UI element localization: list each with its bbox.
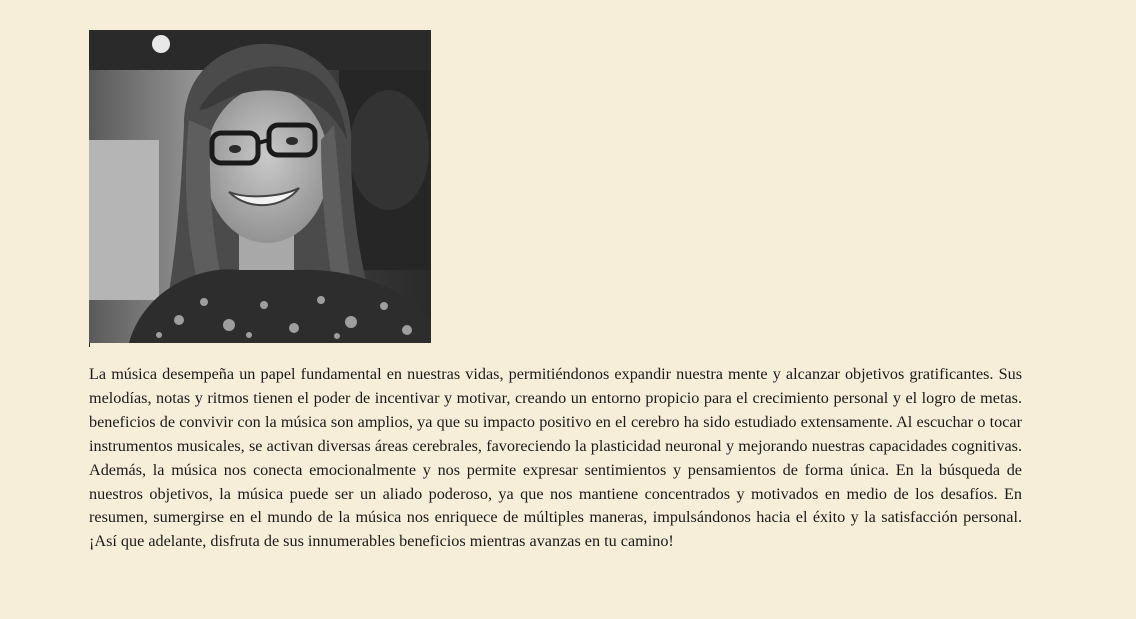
article-paragraph: La música desempeña un papel fundamental en nuestras vidas, permitiéndonos expandir nuestra mente y alcanzar objetivos gratificantes. Sus melodías, notas y ritmos tienen el poder de incentivar y motivar, creando un entorno propicio para el crecimiento personal y el logro de metas. beneficios de convivir con la música son amplios, ya que su impacto positivo en el cerebro ha sido estudiado extensamente. Al escuchar o tocar instrumentos musicales, se activan diversas áreas cerebrales, favoreciendo la plasticidad neuronal y mejorando nuestras capacidades cognitivas. Además, la música nos conecta emocionalmente y nos permite expresar sentimientos y pensamientos de forma única. En la búsqueda de nuestros objetivos, la música puede ser un aliado poderoso, ya que nos mantiene concentrados y motivados en medio de los desafíos. En resumen, sumergirse en el mundo de la música nos enriquece de múltiples maneras, impulsándonos hacia el éxito y la satisfacción personal. ¡Así que adelante, disfruta de sus innumerables beneficios mientras avanzas en tu camino! [89, 365, 1022, 551]
portrait-photo [89, 30, 431, 343]
portrait-image [89, 30, 431, 343]
text-cursor [89, 343, 90, 347]
